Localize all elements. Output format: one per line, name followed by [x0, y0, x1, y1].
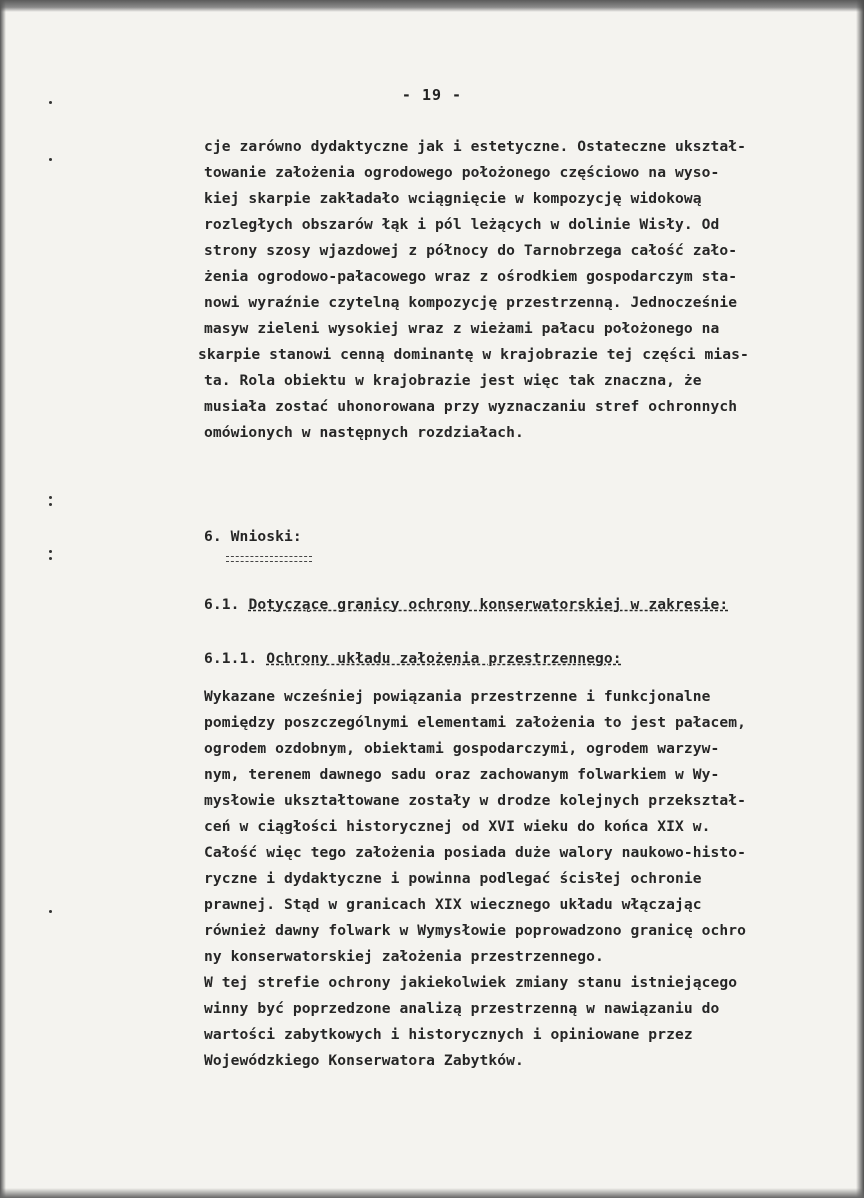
text-line: ceń w ciągłości historycznej od XVI wieku do końca XIX w.	[204, 818, 711, 835]
text-line: omówionych w następnych rozdziałach.	[204, 424, 524, 441]
text-line: ryczne i dydaktyczne i powinna podlegać ścisłej ochronie	[204, 870, 702, 887]
text-line: masyw zieleni wysokiej wraz z wieżami pałacu położonego na	[204, 320, 720, 337]
section-6-heading	[204, 528, 302, 545]
text-line: pomiędzy poszczególnymi elementami założenia to jest pałacem,	[204, 714, 747, 731]
text-line: wartości zabytkowych i historycznych i opiniowane przez	[204, 1026, 693, 1043]
section-number: 6.	[204, 528, 222, 545]
section-6-1-1-heading	[204, 650, 622, 667]
section-6-1-heading	[204, 596, 728, 613]
text-line: ny konserwatorskiej założenia przestrzennego.	[204, 948, 604, 965]
punch-mark	[49, 557, 52, 560]
text-line: nowi wyraźnie czytelną kompozycję przestrzenną. Jednocześnie	[204, 294, 738, 311]
section-title: Dotyczące granicy ochrony konserwatorskiej w zakresie:	[248, 596, 729, 613]
text-line: Wojewódzkiego Konserwatora Zabytków.	[204, 1052, 524, 1069]
section-number: 6.1.1.	[204, 650, 258, 667]
text-line: Całość więc tego założenia posiada duże walory naukowo-histo-	[204, 844, 747, 861]
page-number: - 19 -	[401, 86, 463, 104]
scan-edge-top	[0, 0, 864, 12]
section-title: Ochrony układu założenia przestrzennego:	[266, 650, 622, 667]
text-line: kiej skarpie zakładało wciągnięcie w kompozycję widokową	[204, 190, 702, 207]
punch-mark	[49, 503, 52, 506]
text-line: strony szosy wjazdowej z północy do Tarnobrzega całość zało-	[204, 242, 738, 259]
text-line: ogrodem ozdobnym, obiektami gospodarczymi, ogrodem warzyw-	[204, 740, 720, 757]
text-line: mysłowie ukształtowane zostały w drodze kolejnych przekształ-	[204, 792, 747, 809]
scan-edge-bottom	[0, 1188, 864, 1198]
text-line: nym, terenem dawnego sadu oraz zachowanym folwarkiem w Wy-	[204, 766, 720, 783]
double-underline	[226, 556, 312, 562]
text-line: również dawny folwark w Wymysłowie poprowadzono granicę ochro	[204, 922, 747, 939]
text-line: rozległych obszarów łąk i pól leżących w dolinie Wisły. Od	[204, 216, 720, 233]
text-line: musiała zostać uhonorowana przy wyznaczaniu stref ochronnych	[204, 398, 738, 415]
text-line: prawnej. Stąd w granicach XIX wiecznego układu włączając	[204, 896, 702, 913]
text-line: winny być poprzedzone analizą przestrzenną w nawiązaniu do	[204, 1000, 720, 1017]
punch-mark	[49, 496, 52, 499]
section-number: 6.1.	[204, 596, 240, 613]
punch-mark	[49, 910, 52, 913]
text-line: Wykazane wcześniej powiązania przestrzenne i funkcjonalne	[204, 688, 711, 705]
text-line: W tej strefie ochrony jakiekolwiek zmiany stanu istniejącego	[204, 974, 738, 991]
punch-mark	[49, 550, 52, 553]
punch-mark	[49, 158, 52, 161]
section-title: Wnioski:	[230, 528, 302, 545]
text-line: cje zarówno dydaktyczne jak i estetyczne. Ostateczne ukształ-	[204, 138, 747, 155]
scan-edge-right	[856, 0, 864, 1198]
text-line: skarpie stanowi cenną dominantę w krajobrazie tej części mias-	[198, 346, 749, 363]
scan-edge-left	[0, 0, 6, 1198]
text-line: ta. Rola obiektu w krajobrazie jest więc tak znaczna, że	[204, 372, 702, 389]
text-line: żenia ogrodowo-pałacowego wraz z ośrodkiem gospodarczym sta-	[204, 268, 738, 285]
text-line: towanie założenia ogrodowego położonego częściowo na wyso-	[204, 164, 720, 181]
